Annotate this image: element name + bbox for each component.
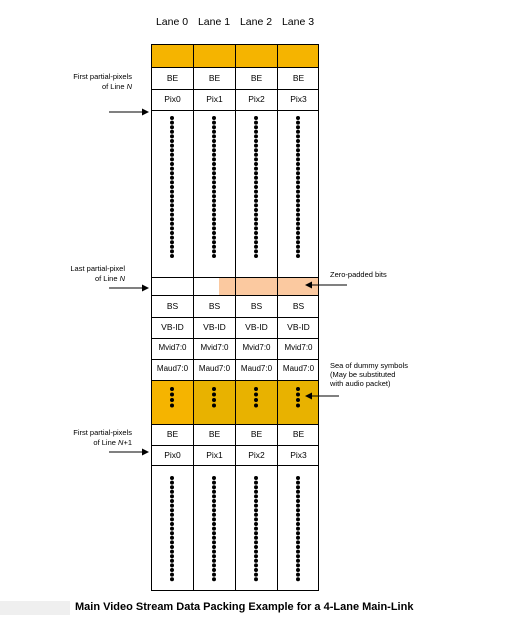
continuation-dot bbox=[212, 148, 216, 152]
continuation-dot bbox=[170, 148, 174, 152]
continuation-dot bbox=[296, 245, 300, 249]
watermark-blur bbox=[0, 601, 70, 615]
pix-cell-lane-3: Pix3 bbox=[290, 94, 307, 104]
continuation-dot bbox=[212, 522, 216, 526]
continuation-dot bbox=[212, 531, 216, 535]
continuation-dot bbox=[170, 162, 174, 166]
continuation-dot bbox=[212, 217, 216, 221]
continuation-dot bbox=[212, 540, 216, 544]
continuation-dot bbox=[170, 185, 174, 189]
bs-cell-lane-0: BS bbox=[166, 301, 179, 311]
continuation-dot bbox=[296, 393, 300, 397]
note-line: with audio packet) bbox=[330, 379, 391, 388]
continuation-dot bbox=[254, 231, 258, 235]
continuation-dot bbox=[212, 481, 216, 485]
continuation-dot bbox=[254, 254, 258, 258]
pix-cell-lane-2: Pix2 bbox=[248, 94, 265, 104]
continuation-dot bbox=[170, 504, 174, 508]
bs-cell-lane-3: BS bbox=[292, 301, 305, 311]
continuation-dot bbox=[212, 254, 216, 258]
lane-1-header: Lane 1 bbox=[197, 16, 231, 28]
continuation-dot bbox=[212, 130, 216, 134]
continuation-dot bbox=[296, 249, 300, 253]
continuation-dot bbox=[254, 190, 258, 194]
continuation-dot bbox=[212, 203, 216, 207]
continuation-dot bbox=[170, 125, 174, 129]
continuation-dot bbox=[170, 517, 174, 521]
continuation-dot bbox=[254, 222, 258, 226]
continuation-dot bbox=[212, 226, 216, 230]
continuation-dot bbox=[212, 536, 216, 540]
maud-cell-lane-3: Maud7:0 bbox=[282, 364, 315, 373]
continuation-dot bbox=[212, 577, 216, 581]
vbid-cell-lane-2: VB-ID bbox=[245, 322, 268, 332]
note-line: (May be substituted bbox=[330, 370, 396, 379]
continuation-dot bbox=[170, 485, 174, 489]
continuation-dot bbox=[170, 522, 174, 526]
be-cell-lane-3: BE bbox=[292, 429, 305, 439]
label-text: of Line bbox=[101, 82, 127, 91]
continuation-dot bbox=[296, 176, 300, 180]
continuation-dot bbox=[170, 404, 174, 408]
continuation-dot bbox=[254, 559, 258, 563]
continuation-dot bbox=[170, 213, 174, 217]
be-cell-lane-0: BE bbox=[166, 73, 179, 83]
continuation-dot bbox=[170, 226, 174, 230]
continuation-dot bbox=[296, 180, 300, 184]
continuation-dot bbox=[296, 573, 300, 577]
continuation-dot bbox=[254, 180, 258, 184]
continuation-dot bbox=[254, 125, 258, 129]
continuation-dot bbox=[212, 171, 216, 175]
continuation-dot bbox=[296, 499, 300, 503]
continuation-dot bbox=[170, 494, 174, 498]
continuation-dot bbox=[212, 393, 216, 397]
continuation-dot bbox=[212, 245, 216, 249]
continuation-dot bbox=[170, 203, 174, 207]
pix-cell-lane-2: Pix2 bbox=[248, 450, 265, 460]
continuation-dot bbox=[296, 522, 300, 526]
continuation-dot bbox=[296, 404, 300, 408]
continuation-dot bbox=[296, 213, 300, 217]
continuation-dot bbox=[254, 208, 258, 212]
bs-cell-lane-2: BS bbox=[250, 301, 263, 311]
continuation-dot bbox=[254, 540, 258, 544]
continuation-dot bbox=[212, 176, 216, 180]
continuation-dot bbox=[254, 116, 258, 120]
continuation-dot bbox=[296, 217, 300, 221]
continuation-dot bbox=[170, 508, 174, 512]
continuation-dot bbox=[254, 550, 258, 554]
arrow-right-icon bbox=[108, 107, 150, 117]
continuation-dot bbox=[296, 545, 300, 549]
continuation-dot bbox=[212, 573, 216, 577]
continuation-dot bbox=[254, 531, 258, 535]
vbid-cell-lane-1: VB-ID bbox=[203, 322, 226, 332]
continuation-dot bbox=[254, 398, 258, 402]
vbid-cell-lane-0: VB-ID bbox=[161, 322, 184, 332]
continuation-dot bbox=[170, 199, 174, 203]
continuation-dot bbox=[254, 194, 258, 198]
continuation-dot bbox=[212, 499, 216, 503]
continuation-dot bbox=[170, 116, 174, 120]
label-variable: N bbox=[118, 438, 124, 447]
continuation-dot bbox=[212, 144, 216, 148]
continuation-dot bbox=[254, 217, 258, 221]
continuation-dot bbox=[170, 554, 174, 558]
continuation-dot bbox=[296, 144, 300, 148]
mvid-cell-lane-2: Mvid7:0 bbox=[242, 343, 271, 352]
continuation-dot bbox=[296, 157, 300, 161]
continuation-dot bbox=[254, 508, 258, 512]
continuation-dot bbox=[212, 249, 216, 253]
continuation-dot bbox=[170, 245, 174, 249]
continuation-dot bbox=[254, 476, 258, 480]
mvid-cell-lane-3: Mvid7:0 bbox=[284, 343, 313, 352]
continuation-dot bbox=[296, 208, 300, 212]
continuation-dot bbox=[254, 245, 258, 249]
first-partial-pixels-line-n-label bbox=[40, 72, 132, 92]
bs-cell-lane-1: BS bbox=[208, 301, 221, 311]
continuation-dot bbox=[170, 573, 174, 577]
continuation-dot bbox=[170, 194, 174, 198]
continuation-dot bbox=[296, 531, 300, 535]
continuation-dot bbox=[254, 144, 258, 148]
continuation-dot bbox=[170, 481, 174, 485]
maud-cell-lane-0: Maud7:0 bbox=[156, 364, 189, 373]
last-partial-pixel-line-n-label bbox=[40, 264, 125, 284]
continuation-dot bbox=[254, 167, 258, 171]
continuation-dot bbox=[254, 527, 258, 531]
continuation-dot bbox=[296, 254, 300, 258]
continuation-dot bbox=[296, 527, 300, 531]
continuation-dot bbox=[212, 153, 216, 157]
continuation-dot bbox=[296, 222, 300, 226]
continuation-dot bbox=[212, 116, 216, 120]
continuation-dot bbox=[212, 139, 216, 143]
continuation-dot bbox=[170, 208, 174, 212]
continuation-dot bbox=[296, 190, 300, 194]
continuation-dot bbox=[212, 222, 216, 226]
continuation-dot bbox=[296, 199, 300, 203]
continuation-dots bbox=[152, 45, 318, 590]
continuation-dot bbox=[296, 540, 300, 544]
continuation-dot bbox=[296, 240, 300, 244]
continuation-dot bbox=[254, 130, 258, 134]
lane-0-header: Lane 0 bbox=[155, 16, 189, 28]
continuation-dot bbox=[296, 231, 300, 235]
continuation-dot bbox=[212, 545, 216, 549]
continuation-dot bbox=[296, 148, 300, 152]
continuation-dot bbox=[296, 504, 300, 508]
continuation-dot bbox=[254, 185, 258, 189]
continuation-dot bbox=[170, 236, 174, 240]
continuation-dot bbox=[212, 125, 216, 129]
continuation-dot bbox=[254, 393, 258, 397]
continuation-dot bbox=[170, 222, 174, 226]
continuation-dot bbox=[212, 404, 216, 408]
continuation-dot bbox=[254, 121, 258, 125]
continuation-dot bbox=[254, 499, 258, 503]
continuation-dot bbox=[170, 577, 174, 581]
continuation-dot bbox=[254, 577, 258, 581]
continuation-dot bbox=[254, 568, 258, 572]
continuation-dot bbox=[296, 139, 300, 143]
continuation-dot bbox=[212, 213, 216, 217]
continuation-dot bbox=[296, 481, 300, 485]
continuation-dot bbox=[254, 490, 258, 494]
label-text: of Line bbox=[93, 438, 119, 447]
continuation-dot bbox=[212, 180, 216, 184]
continuation-dot bbox=[254, 545, 258, 549]
continuation-dot bbox=[212, 185, 216, 189]
continuation-dot bbox=[296, 563, 300, 567]
label-line: Last partial-pixel bbox=[70, 264, 125, 273]
continuation-dot bbox=[254, 504, 258, 508]
continuation-dot bbox=[170, 231, 174, 235]
continuation-dot bbox=[170, 254, 174, 258]
continuation-dot bbox=[212, 490, 216, 494]
continuation-dot bbox=[254, 249, 258, 253]
continuation-dot bbox=[254, 153, 258, 157]
continuation-dot bbox=[212, 190, 216, 194]
continuation-dot bbox=[170, 171, 174, 175]
arrow-right-icon bbox=[108, 447, 150, 457]
continuation-dot bbox=[212, 504, 216, 508]
continuation-dot bbox=[170, 167, 174, 171]
continuation-dot bbox=[296, 568, 300, 572]
continuation-dot bbox=[170, 550, 174, 554]
continuation-dot bbox=[170, 153, 174, 157]
mvid-cell-lane-1: Mvid7:0 bbox=[200, 343, 229, 352]
arrow-left-icon bbox=[304, 391, 340, 401]
continuation-dot bbox=[254, 494, 258, 498]
continuation-dot bbox=[212, 387, 216, 391]
continuation-dot bbox=[212, 494, 216, 498]
vbid-cell-lane-3: VB-ID bbox=[287, 322, 310, 332]
continuation-dot bbox=[170, 176, 174, 180]
continuation-dot bbox=[170, 393, 174, 397]
continuation-dot bbox=[170, 180, 174, 184]
continuation-dot bbox=[170, 130, 174, 134]
continuation-dot bbox=[254, 485, 258, 489]
continuation-dot bbox=[212, 550, 216, 554]
label-line: First partial-pixels bbox=[73, 72, 132, 81]
continuation-dot bbox=[296, 513, 300, 517]
pix-cell-lane-1: Pix1 bbox=[206, 450, 223, 460]
be-cell-lane-1: BE bbox=[208, 73, 221, 83]
maud-cell-lane-1: Maud7:0 bbox=[198, 364, 231, 373]
continuation-dot bbox=[170, 240, 174, 244]
continuation-dot bbox=[296, 387, 300, 391]
continuation-dot bbox=[296, 134, 300, 138]
continuation-dot bbox=[170, 527, 174, 531]
continuation-dot bbox=[212, 554, 216, 558]
continuation-dot bbox=[254, 573, 258, 577]
pix-cell-lane-1: Pix1 bbox=[206, 94, 223, 104]
lane-3-header: Lane 3 bbox=[281, 16, 315, 28]
continuation-dot bbox=[170, 568, 174, 572]
continuation-dot bbox=[254, 199, 258, 203]
be-cell-lane-2: BE bbox=[250, 429, 263, 439]
continuation-dot bbox=[296, 171, 300, 175]
label-variable: N bbox=[119, 274, 125, 283]
label-variable: N bbox=[126, 82, 132, 91]
continuation-dot bbox=[170, 249, 174, 253]
arrow-right-icon bbox=[108, 283, 150, 293]
pix-cell-lane-0: Pix0 bbox=[164, 450, 181, 460]
continuation-dot bbox=[296, 577, 300, 581]
continuation-dot bbox=[254, 162, 258, 166]
continuation-dot bbox=[212, 167, 216, 171]
continuation-dot bbox=[254, 240, 258, 244]
continuation-dot bbox=[296, 536, 300, 540]
continuation-dot bbox=[170, 536, 174, 540]
continuation-dot bbox=[254, 226, 258, 230]
continuation-dot bbox=[212, 240, 216, 244]
continuation-dot bbox=[296, 185, 300, 189]
continuation-dot bbox=[296, 236, 300, 240]
continuation-dot bbox=[254, 139, 258, 143]
continuation-dot bbox=[254, 513, 258, 517]
continuation-dot bbox=[212, 568, 216, 572]
continuation-dot bbox=[296, 476, 300, 480]
pix-cell-lane-0: Pix0 bbox=[164, 94, 181, 104]
continuation-dot bbox=[212, 513, 216, 517]
continuation-dot bbox=[296, 162, 300, 166]
continuation-dot bbox=[296, 226, 300, 230]
continuation-dot bbox=[296, 194, 300, 198]
continuation-dot bbox=[170, 121, 174, 125]
be-cell-lane-0: BE bbox=[166, 429, 179, 439]
continuation-dot bbox=[254, 203, 258, 207]
continuation-dot bbox=[170, 139, 174, 143]
continuation-dot bbox=[212, 157, 216, 161]
continuation-dot bbox=[254, 481, 258, 485]
continuation-dot bbox=[254, 134, 258, 138]
continuation-dot bbox=[254, 171, 258, 175]
continuation-dot bbox=[296, 559, 300, 563]
continuation-dot bbox=[170, 531, 174, 535]
mvid-cell-lane-0: Mvid7:0 bbox=[158, 343, 187, 352]
continuation-dot bbox=[212, 134, 216, 138]
continuation-dot bbox=[170, 387, 174, 391]
continuation-dot bbox=[296, 153, 300, 157]
continuation-dot bbox=[212, 208, 216, 212]
continuation-dot bbox=[254, 517, 258, 521]
continuation-dot bbox=[296, 167, 300, 171]
continuation-dot bbox=[296, 517, 300, 521]
label-line: First partial-pixels bbox=[73, 428, 132, 437]
continuation-dot bbox=[254, 563, 258, 567]
continuation-dot bbox=[254, 522, 258, 526]
continuation-dot bbox=[254, 176, 258, 180]
continuation-dot bbox=[170, 190, 174, 194]
continuation-dot bbox=[296, 508, 300, 512]
continuation-dot bbox=[212, 199, 216, 203]
figure-caption: Main Video Stream Data Packing Example for a 4-Lane Main-Link bbox=[75, 601, 414, 613]
pix-cell-lane-3: Pix3 bbox=[290, 450, 307, 460]
continuation-dot bbox=[170, 157, 174, 161]
dummy-symbols-note bbox=[330, 361, 408, 388]
continuation-dot bbox=[254, 236, 258, 240]
continuation-dot bbox=[212, 563, 216, 567]
continuation-dot bbox=[296, 490, 300, 494]
continuation-dot bbox=[296, 116, 300, 120]
continuation-dot bbox=[254, 148, 258, 152]
maud-cell-lane-2: Maud7:0 bbox=[240, 364, 273, 373]
continuation-dot bbox=[296, 398, 300, 402]
zero-padded-bits-label: Zero-padded bits bbox=[330, 270, 387, 279]
continuation-dot bbox=[296, 121, 300, 125]
continuation-dot bbox=[254, 213, 258, 217]
continuation-dot bbox=[212, 476, 216, 480]
continuation-dot bbox=[170, 563, 174, 567]
continuation-dot bbox=[212, 194, 216, 198]
continuation-dot bbox=[296, 203, 300, 207]
continuation-dot bbox=[170, 559, 174, 563]
continuation-dot bbox=[212, 508, 216, 512]
be-cell-lane-1: BE bbox=[208, 429, 221, 439]
continuation-dot bbox=[296, 554, 300, 558]
continuation-dot bbox=[296, 125, 300, 129]
continuation-dot bbox=[212, 517, 216, 521]
continuation-dot bbox=[170, 217, 174, 221]
continuation-dot bbox=[170, 499, 174, 503]
continuation-dot bbox=[170, 490, 174, 494]
continuation-dot bbox=[170, 144, 174, 148]
continuation-dot bbox=[212, 527, 216, 531]
continuation-dot bbox=[212, 398, 216, 402]
continuation-dot bbox=[212, 485, 216, 489]
continuation-dot bbox=[170, 545, 174, 549]
continuation-dot bbox=[170, 540, 174, 544]
continuation-dot bbox=[296, 485, 300, 489]
continuation-dot bbox=[254, 404, 258, 408]
continuation-dot bbox=[212, 236, 216, 240]
arrow-left-icon bbox=[304, 280, 348, 290]
label-line bbox=[40, 82, 132, 92]
lane-2-header: Lane 2 bbox=[239, 16, 273, 28]
continuation-dot bbox=[170, 476, 174, 480]
continuation-dot bbox=[212, 231, 216, 235]
continuation-dot bbox=[296, 130, 300, 134]
note-line: Sea of dummy symbols bbox=[330, 361, 408, 370]
continuation-dot bbox=[254, 554, 258, 558]
continuation-dot bbox=[212, 162, 216, 166]
continuation-dot bbox=[170, 134, 174, 138]
continuation-dot bbox=[296, 494, 300, 498]
continuation-dot bbox=[254, 387, 258, 391]
continuation-dot bbox=[254, 536, 258, 540]
be-cell-lane-2: BE bbox=[250, 73, 263, 83]
continuation-dot bbox=[296, 550, 300, 554]
first-partial-pixels-line-n1-label bbox=[40, 428, 132, 448]
label-text: +1 bbox=[123, 438, 132, 447]
continuation-dot bbox=[254, 157, 258, 161]
continuation-dot bbox=[212, 559, 216, 563]
lane-packing-grid bbox=[151, 44, 319, 591]
continuation-dot bbox=[212, 121, 216, 125]
label-text: of Line bbox=[94, 274, 120, 283]
be-cell-lane-3: BE bbox=[292, 73, 305, 83]
continuation-dot bbox=[170, 398, 174, 402]
continuation-dot bbox=[170, 513, 174, 517]
